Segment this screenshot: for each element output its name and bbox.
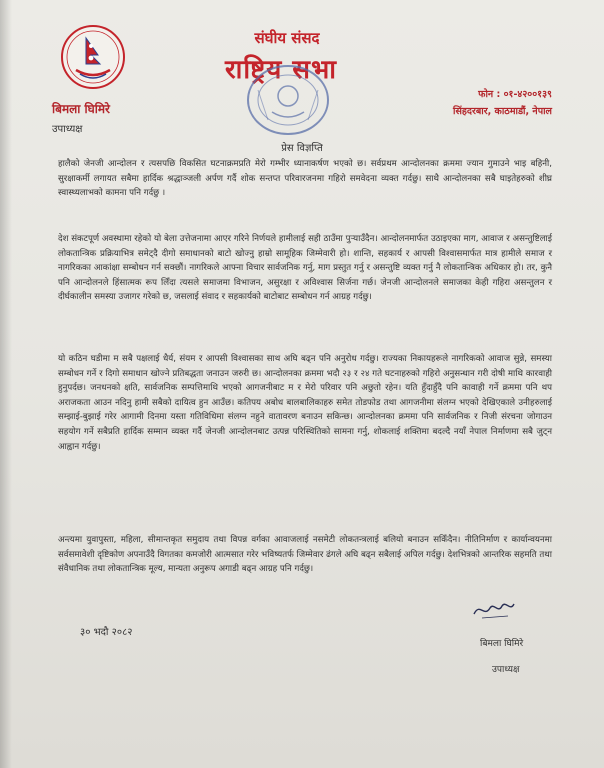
signature-icon [470,596,518,622]
document-date: ३० भदौ २०८२ [80,627,133,638]
letterhead-title-line2: राष्ट्रिय सभा [224,55,337,85]
vice-chair-block [52,100,172,135]
national-emblem-icon [60,24,126,90]
phone-number: फोन : ०१-४२००१३९ [478,89,552,100]
signatory-name: बिमला घिमिरे [480,639,524,649]
contact-block [404,86,552,120]
paragraph-4: अन्त्यमा युवापुस्ता, महिला, सीमान्तकृत समुदाय तथा विपन्न वर्गका आवाजलाई नसमेटी लोकतन्त्रलाई बलियो बनाउन सकिँदैन। नीतिनिर्माण र कार्यान्वयनमा सर्वसमावेशी दृष्टिकोण अपनाउँदै विगतका कमजोरी आत्मसात गरेर भविष्यतर्फ जिम्मेवार ढंगले अघि बढ्न सबैलाई अपिल गर्दछु। देशभित्रको आन्तरिक सहमति तथा संवैधानिक तथा लोकतान्त्रिक मूल्य, मान्यता अनुरूप अगाडी बढ्न आग्रह पनि गर्दछु। [58,535,552,575]
vice-chair-name: बिमला घिमिरे [52,102,110,116]
paragraph-1: हालैको जेनजी आन्दोलन र त्यसपछि विकसित घटनाक्रमप्रति मेरो गम्भीर ध्यानाकर्षण भएको छ। सर्वप्रथम आन्दोलनका क्रममा ज्यान गुमाउने भाइ बहिनी, सुरक्षाकर्मी लगायत सबैमा हार्दिक श्रद्धाञ्जली अर्पण गर्दै शोक सन्तप्त परिवारजनमा गहिरो समवेदना व्यक्त गर्दछु। साथै आन्दोलनका सबै घाइतेहरुको शीघ्र स्वास्थ्यलाभको कामना पनि गर्दछु । [58,159,552,199]
paragraph-2: देश संकटपूर्ण अवस्थामा रहेको यो बेला उत्तेजनामा आएर गरिने निर्णयले हामीलाई सही ठाउँमा पुऱ्याउँदैन। आन्दोलनमार्फत उठाइएका माग, आवाज र असन्तुष्टिलाई लोकतान्त्रिक प्रक्रियाभित्र समेट्दै दीगो समाधानको बाटो खोज्नु हाम्रो सामूहिक जिम्मेवारी हो। शान्ति, सहकार्य र आपसी विश्वासमार्फत मात्र हामीले समाज र नागरिकका आकांक्षा सम्बोधन गर्न सक्छौं। नागरिकले आफ्ना विचार सार्वजनिक गर्नु, माग प्रस्तुत गर्नु र असन्तुष्टि व्यक्त गर्नु नै लोकतान्त्रिक अधिकार हो। तर, कुनै पनि आन्दोलनले हिंसात्मक रूप लिँदा त्यसले समाजमा विभाजन, असुरक्षा र अविश्वास सिर्जना गर्छ। जेनजी आन्दोलनले समाजका केही गहिरा असन्तुलन र दीर्घकालीन समस्या उजागर गरेको छ, जसलाई संवाद र सहकार्यको बाटोबाट सम्बोधन गर्न आग्रह गर्दछु। [58,234,552,303]
document-subject: प्रेस विज्ञप्ति [281,143,323,154]
page-shadow [0,0,12,768]
official-stamp-icon [228,60,348,140]
letterhead-title-line1: संघीय संसद [254,29,320,47]
paragraph-3: यो कठिन घडीमा म सबै पक्षलाई धैर्य, संयम र आपसी विश्वासका साथ अघि बढ्न पनि अनुरोध गर्दछु। राज्यका निकायहरूले नागरिकको आवाज सुन्ने, समस्या सम्बोधन गर्ने र दिगो समाधान खोज्ने प्रतिबद्धता जनाउन जरुरी छ। आन्दोलनका क्रममा भदौ २३ र २४ गते घटनाहरुको गहिरो अनुसन्धान गरी दोषी माथि कारवाही हुनुपर्दछ। जनधनको क्षति, सार्वजनिक सम्पत्तिमाथि भएको आगजनीबाट म र मेरो परिवार पनि अछुतो रहेन। यति हुँदाहुँदै पनि कावाही गर्ने क्रममा पनि थप अराजकता आउन नदिनु हामी सबैको दायित्व हुन आउँछ। कतिपय अबोध बालबालिकाहरु समेत तोडफोड तथा आगजनीमा संलग्न भएको देखिएकाले उनीहरुलाई सम्झाई-बुझाई गरेर आगामी दिनमा यस्ता गतिविधिमा संलग्न नहुने वातावरण बनाउन सकिन्छ। आन्दोलनका क्रममा पनि सार्वजनिक र निजी संरचना जोगाउन सहयोग गर्ने सबैप्रति हार्दिक सम्मान व्यक्त गर्दै जेनजी आन्दोलनबाट उत्पन्न परिस्थितिको सामना गर्नु, शोकलाई शक्तिमा बदल्दै नयाँ नेपाल निर्माणमा सबै जुट्न आह्वान गर्दछु। [58,354,552,452]
office-address: सिंहदरबार, काठमाडौं, नेपाल [453,106,552,117]
signatory-title: उपाध्यक्ष [492,665,520,675]
vice-chair-title: उपाध्यक्ष [52,124,83,135]
